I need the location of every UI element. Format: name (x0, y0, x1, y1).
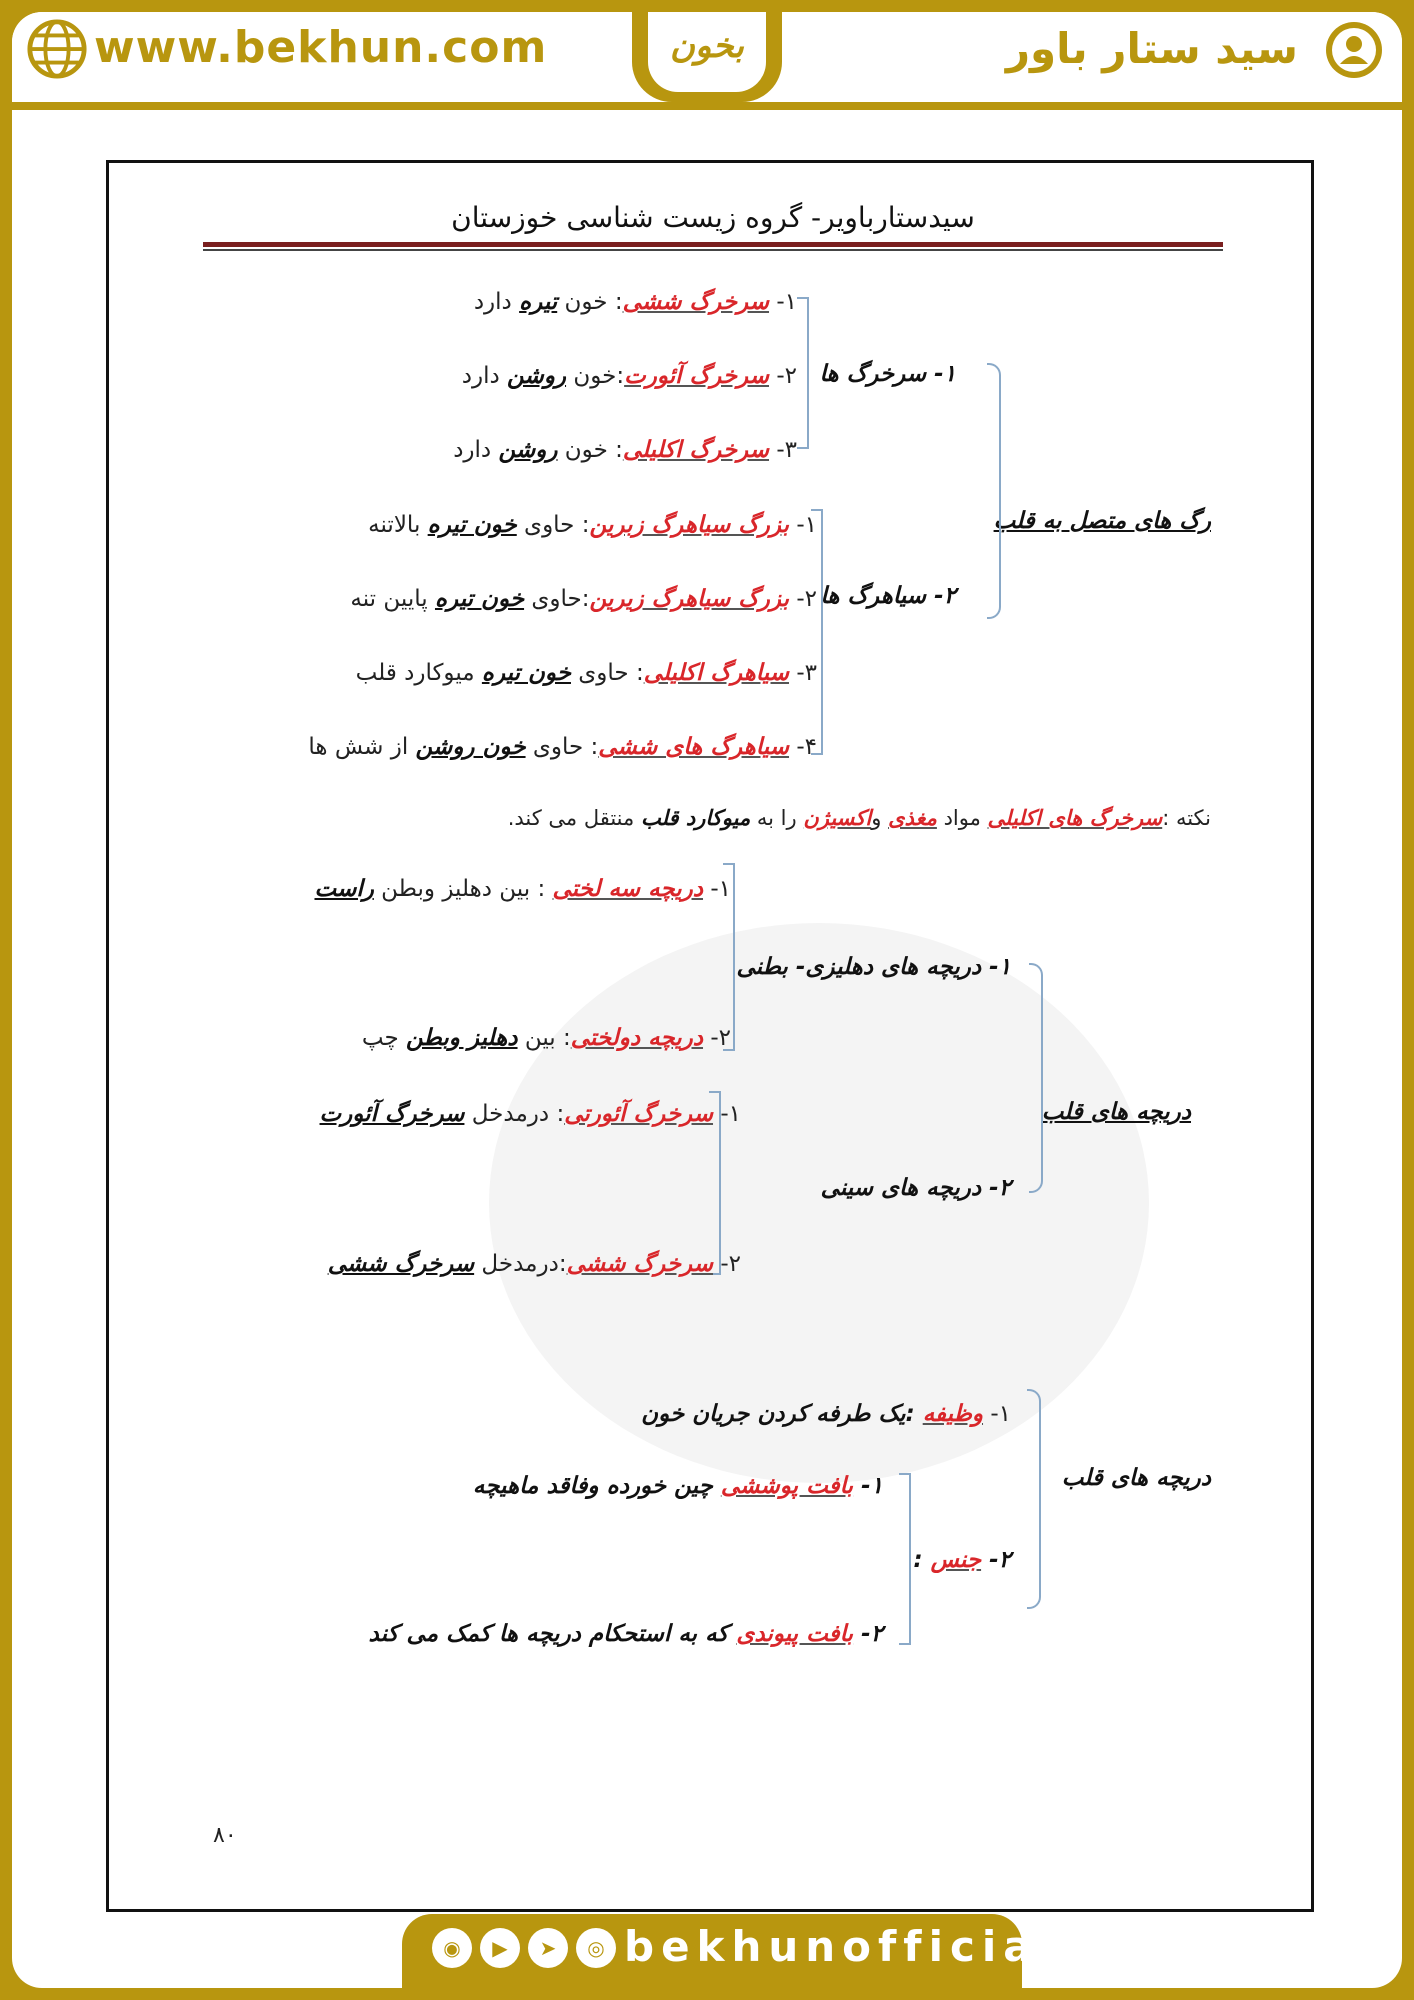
artery-row: ۲- سرخرگ آئورت:خون روشن دارد (461, 363, 797, 389)
social-handle[interactable]: bekhunofficial (624, 1922, 1061, 1971)
logo (632, 12, 782, 102)
vessels-bracket (987, 363, 1001, 619)
top-bar (12, 12, 1402, 110)
material-row: ۲- بافت پیوندی که به استحکام دریچه ها کمک می کند (368, 1621, 883, 1647)
vein-row: ۳- سیاهرگ اکلیلی: حاوی خون تیره میوکارد قلب (355, 660, 817, 686)
valve-function: ۱- وظیفه :یک طرفه کردن جریان خون (641, 1401, 1011, 1427)
user-icon (1322, 18, 1386, 82)
logo-text: بخون (670, 26, 744, 66)
title-rule-thin (203, 249, 1223, 251)
social-icons (432, 1928, 616, 1968)
valves-bracket (1029, 963, 1043, 1193)
artery-row: ۱- سرخرگ ششی: خون تیره دارد (473, 289, 797, 315)
veins-label: ۲- سیاهرگ ها (820, 583, 956, 609)
av-valves-label: ۱- دریچه های دهلیزی- بطنی (736, 954, 1011, 980)
website-url[interactable]: www.bekhun.com (94, 22, 548, 73)
page (12, 12, 1402, 1988)
valve-row: ۲- سرخرگ ششی:درمدخل سرخرگ ششی (327, 1251, 741, 1277)
veins-bracket (811, 509, 823, 755)
valve-row: ۱- دریچه سه لختی : بین دهلیز وبطن راست (314, 876, 731, 902)
instagram-icon[interactable]: ◎ (576, 1928, 616, 1968)
document-frame (106, 160, 1314, 1912)
title-rule (203, 242, 1223, 247)
footer-bar (402, 1914, 1061, 1988)
valves-detail-bracket (1027, 1389, 1041, 1609)
document-title: سیدستارباویر- گروه زیست شناسی خوزستان (451, 201, 975, 234)
vein-row: ۴- سیاهرگ های ششی: حاوی خون روشن از شش ها (308, 734, 817, 760)
vein-row: ۲- بزرگ سیاهرگ زیرین:حاوی خون تیره پایین تنه (350, 586, 817, 612)
youtube-icon[interactable]: ▶ (480, 1928, 520, 1968)
page-number: ۸۰ (213, 1823, 237, 1848)
valve-row: ۲- دریچه دولختی: بین دهلیز وبطن چپ (361, 1025, 731, 1051)
vein-row: ۱- بزرگ سیاهرگ زبرین: حاوی خون تیره بالاتنه (368, 512, 817, 538)
author-name: سید ستار باور (1005, 24, 1298, 73)
valve-material-label: ۲- جنس : (913, 1547, 1011, 1573)
telegram-icon[interactable]: ➤ (528, 1928, 568, 1968)
valve-row: ۱- سرخرگ آئورتی: درمدخل سرخرگ آئورت (319, 1101, 741, 1127)
valves-root-label: دریچه های قلب (1041, 1099, 1191, 1125)
valves-root-label-2: دریچه های قلب (1061, 1465, 1211, 1491)
arteries-label: ۱- سرخرگ ها (819, 361, 956, 387)
material-row: ۱- بافت پوششی چین خورده وفاقد ماهیچه (472, 1473, 883, 1499)
film-icon[interactable]: ◉ (432, 1928, 472, 1968)
artery-row: ۳- سرخرگ اکلیلی: خون روشن دارد (453, 437, 797, 463)
watermark (489, 923, 1149, 1483)
arteries-bracket (797, 297, 809, 449)
sl-valves-label: ۲- دریچه های سینی (820, 1175, 1011, 1201)
material-bracket (899, 1473, 911, 1645)
note: نکته :سرخرگ های اکلیلی مواد مغذی واکسیژن را به میوکارد قلب منتقل می کند. (507, 806, 1211, 830)
globe-icon (26, 18, 88, 80)
vessels-root-label: رگ های متصل به قلب (993, 508, 1211, 534)
